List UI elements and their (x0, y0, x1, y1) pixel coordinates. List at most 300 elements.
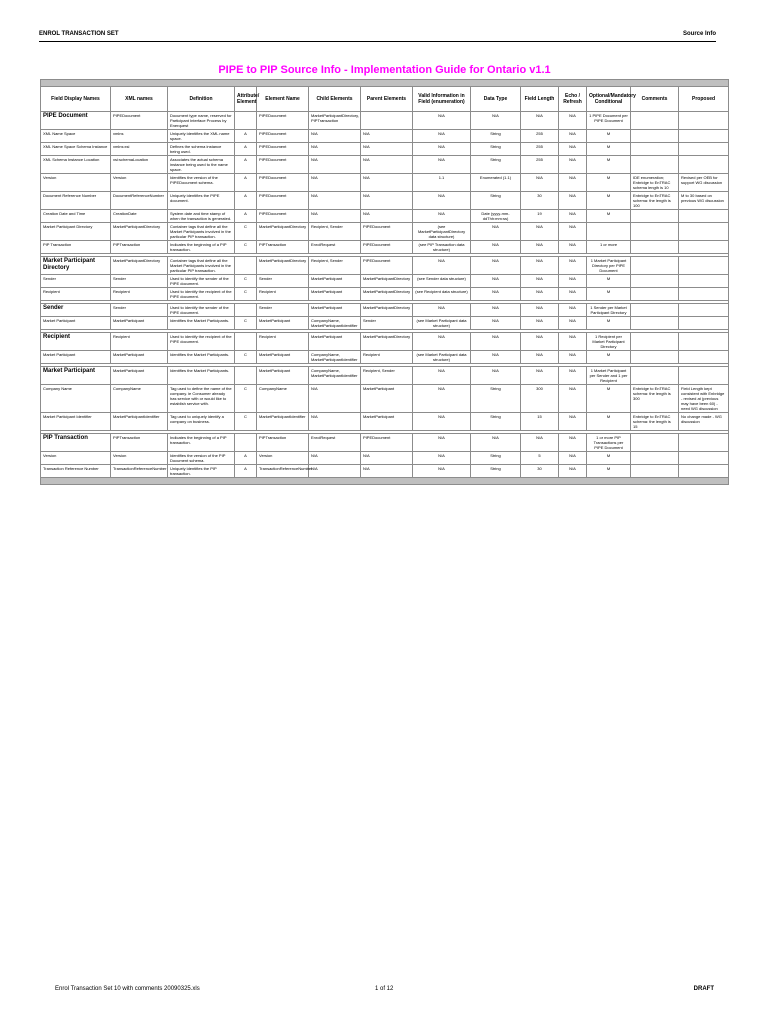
table-cell: N/A (521, 288, 559, 301)
table-cell: N/A (521, 434, 559, 452)
section-header-row (41, 112, 729, 130)
table-cell: A (235, 156, 257, 174)
table-cell: xmlns (111, 130, 168, 143)
table-cell: N/A (559, 210, 587, 223)
table-cell: 255 (521, 130, 559, 143)
column-header: Element Name (257, 87, 309, 112)
table-cell: Container tags that define all the Market Participants involved in the particular PIP transaction. (168, 257, 235, 275)
table-cell: PIPTransaction (111, 241, 168, 254)
table-cell: A (235, 452, 257, 465)
table-cell: N/A (471, 275, 521, 288)
table-cell: N/A (361, 465, 413, 478)
table-cell: N/A (559, 304, 587, 317)
table-cell: Sender (257, 275, 309, 288)
table-cell (679, 156, 729, 174)
table-cell: N/A (559, 275, 587, 288)
table-cell: Enbridge to EnTRAC schema: the length is 300 (631, 385, 679, 413)
table-cell (631, 288, 679, 301)
table-cell: Sender (41, 304, 111, 317)
table-cell: Document Reference Number (41, 192, 111, 210)
table-row (41, 317, 729, 330)
header-divider (39, 41, 716, 42)
table-cell: N/A (559, 333, 587, 351)
table-cell: N/A (471, 367, 521, 385)
table-head (41, 80, 729, 112)
table-cell (679, 333, 729, 351)
table-cell: (see MarketParticipantDirectory data structure) (413, 223, 471, 241)
table-cell (679, 288, 729, 301)
table-cell: M (587, 143, 631, 156)
table-cell: N/A (521, 112, 559, 130)
table-cell: 1.1 (413, 174, 471, 192)
table-cell: C (235, 351, 257, 364)
table-cell: (see Recipient data structure) (413, 288, 471, 301)
table-cell: Recipient, Sender (309, 257, 361, 275)
table-cell: PIP Transaction (41, 241, 111, 254)
table-cell: MarketParticipant (309, 333, 361, 351)
table-cell: Version (41, 174, 111, 192)
table-cell: C (235, 275, 257, 288)
table-cell: 1 PIPE Document per PIPE Document (587, 112, 631, 130)
table-cell: PIPE Document (41, 112, 111, 130)
table-cell: Market Participant (41, 367, 111, 385)
table-cell (631, 156, 679, 174)
table-cell: N/A (471, 257, 521, 275)
table-cell: Uniquely identifies the XML name space. (168, 130, 235, 143)
table-cell: Used to identify the sender of the PIPE document. (168, 275, 235, 288)
table-cell (679, 223, 729, 241)
column-header: Proposed (679, 87, 729, 112)
table-cell: MarketParticipantDirectory (111, 257, 168, 275)
table-cell (235, 333, 257, 351)
table-cell: Enbridge to EnTRAC schema: the length is 100 (631, 192, 679, 210)
table-cell: M (587, 317, 631, 330)
table-cell: N/A (471, 112, 521, 130)
table-cell: N/A (413, 465, 471, 478)
table-cell: N/A (559, 174, 587, 192)
table-cell: DocumentReferenceNumber (111, 192, 168, 210)
table-cell: Sender (257, 304, 309, 317)
table-cell: Company Name (41, 385, 111, 413)
table-cell: Sender (111, 275, 168, 288)
table-cell: N/A (559, 156, 587, 174)
table-cell: CompanyName, MarketParticipantIdentifier (309, 351, 361, 364)
column-header: Echo / Refresh (559, 87, 587, 112)
table-cell: EnrolRequest (309, 241, 361, 254)
table-cell: N/A (559, 223, 587, 241)
table-cell: A (235, 192, 257, 210)
table-row (41, 174, 729, 192)
table-row (41, 385, 729, 413)
table-cell: Revised per OEB for support WG discussion (679, 174, 729, 192)
table-cell (235, 367, 257, 385)
table-cell: N/A (309, 192, 361, 210)
table-cell: Date (yyyy-mm-ddThh:mm:ss) (471, 210, 521, 223)
footer-filename: Enrol Transaction Set 10 with comments 20090325.xls (55, 986, 200, 992)
table-cell: N/A (521, 351, 559, 364)
table-cell: Sender (41, 275, 111, 288)
table-cell: MarketParticipantDirectory (111, 223, 168, 241)
table-cell: MarketParticipant (111, 317, 168, 330)
table-cell (679, 465, 729, 478)
column-header: XML names (111, 87, 168, 112)
table-cell: Identifies the version of the PIPEDocument schema. (168, 174, 235, 192)
table-cell (631, 351, 679, 364)
table-cell (631, 112, 679, 130)
table-cell (631, 241, 679, 254)
table-cell: CompanyName, MarketParticipantIdentifier (309, 367, 361, 385)
table-cell: N/A (521, 174, 559, 192)
table-cell: Version (41, 452, 111, 465)
table-cell: C (235, 317, 257, 330)
table-cell: System date and time stamp of when the transaction is generated. (168, 210, 235, 223)
table-cell: Indicates the beginning of a PIP transaction. (168, 241, 235, 254)
table-cell: N/A (559, 143, 587, 156)
table-cell: Identifies the Market Participants. (168, 351, 235, 364)
table-cell: N/A (559, 257, 587, 275)
column-header: Attribute/ Element (235, 87, 257, 112)
table-cell: N/A (413, 333, 471, 351)
table-cell: 1 Market Participant Directory per PIPE Document (587, 257, 631, 275)
table-cell: N/A (471, 304, 521, 317)
table-cell: N/A (559, 241, 587, 254)
column-header: Field Display Names (41, 87, 111, 112)
table-cell: Market Participant Directory (41, 257, 111, 275)
table-cell: Sender (111, 304, 168, 317)
table-cell (631, 367, 679, 385)
table-cell: MarketParticipant (309, 288, 361, 301)
column-header: Data Type (471, 87, 521, 112)
table-cell: Recipient, Sender (309, 223, 361, 241)
table-cell: Version (111, 174, 168, 192)
table-cell: No change made - WG discussion (679, 413, 729, 431)
table-cell: N/A (471, 288, 521, 301)
spec-table (40, 79, 729, 485)
table-top-bar-cell (41, 80, 729, 87)
table-cell: M (587, 452, 631, 465)
table-cell: Recipient (111, 288, 168, 301)
header-right: Source Info (682, 31, 716, 37)
table-cell: N/A (309, 143, 361, 156)
table-cell: A (235, 174, 257, 192)
table-cell: Tag used to define the name of the company. ie Consumer already has service with or would like to establish service with. (168, 385, 235, 413)
table-cell: N/A (309, 465, 361, 478)
table-cell: Recipient (41, 288, 111, 301)
table-cell: Version (111, 452, 168, 465)
table-cell (679, 130, 729, 143)
table-cell: XML Name Space (41, 130, 111, 143)
table-cell: 15 (521, 413, 559, 431)
table-cell: N/A (559, 288, 587, 301)
table-cell: N/A (413, 413, 471, 431)
table-cell: 30 (521, 465, 559, 478)
table-cell: Market Participant (41, 351, 111, 364)
table-cell: 1 or more (587, 241, 631, 254)
table-row (41, 143, 729, 156)
table-cell: PIPEDocument (257, 210, 309, 223)
table-cell: PIPTransaction (257, 434, 309, 452)
table-cell: MarketParticipantDirectory (361, 275, 413, 288)
table-cell: N/A (413, 385, 471, 413)
table-cell (235, 304, 257, 317)
table-cell: Identifies the Market Participants. (168, 317, 235, 330)
table-cell: CompanyName, MarketParticipantIdentifier (309, 317, 361, 330)
table-cell: MarketParticipant (361, 413, 413, 431)
table-cell: xmlns:xsi (111, 143, 168, 156)
table-cell: N/A (413, 112, 471, 130)
table-cell: PIPEDocument (361, 223, 413, 241)
table-cell: M (587, 192, 631, 210)
table-cell: N/A (309, 413, 361, 431)
table-cell: MarketParticipant (257, 317, 309, 330)
table-cell: C (235, 241, 257, 254)
table-cell: Enumerated (1.1) (471, 174, 521, 192)
table-cell: N/A (521, 275, 559, 288)
table-row (41, 210, 729, 223)
table-cell: N/A (309, 156, 361, 174)
table-cell: A (235, 143, 257, 156)
table-cell: Indicates the beginning of a PIP transaction. (168, 434, 235, 452)
table-cell: N/A (361, 192, 413, 210)
table-cell (235, 112, 257, 130)
table-cell: N/A (309, 452, 361, 465)
table-cell: A (235, 210, 257, 223)
section-header-row (41, 257, 729, 275)
table-cell: Transaction Reference Number (41, 465, 111, 478)
table-cell: M (587, 413, 631, 431)
table-cell: String (471, 452, 521, 465)
table-cell: Identifies the version of the PIP Document schema. (168, 452, 235, 465)
table-cell: N/A (413, 367, 471, 385)
table-cell: (see Market Participant data structure) (413, 351, 471, 364)
table-cell: PIPTransaction (111, 434, 168, 452)
table-cell (679, 317, 729, 330)
table-cell: MarketParticipantDirectory, PIPTransaction (309, 112, 361, 130)
table-cell (679, 257, 729, 275)
section-header-row (41, 367, 729, 385)
table-cell: Used to identify the recipient of the PIPE document. (168, 333, 235, 351)
table-cell: N/A (521, 257, 559, 275)
table-cell: MarketParticipant (111, 351, 168, 364)
column-header: Parent Elements (361, 87, 413, 112)
table-cell: N/A (309, 174, 361, 192)
table-cell: Identifies the Market Participants. (168, 367, 235, 385)
table-cell: 255 (521, 156, 559, 174)
table-cell: PIPEDocument (111, 112, 168, 130)
header-left: ENROL TRANSACTION SET (39, 31, 119, 37)
table-cell (631, 223, 679, 241)
table-cell (631, 317, 679, 330)
table-cell: TransactionReferenceNumber (257, 465, 309, 478)
section-header-row (41, 434, 729, 452)
table-cell: Container tags that define all the Market Participants involved in the particular PIP transaction. (168, 223, 235, 241)
table-cell: PIPTransaction (257, 241, 309, 254)
table-cell (679, 434, 729, 452)
table-cell: MarketParticipantDirectory (361, 333, 413, 351)
table-cell: Field Length kept consistent with Enbridge - revised at (previous may have been 60) - need WG discussion (679, 385, 729, 413)
table-cell: 1 Sender per Market Participant Directory (587, 304, 631, 317)
table-row (41, 465, 729, 478)
table-cell: N/A (413, 192, 471, 210)
table-cell (631, 257, 679, 275)
column-header: Valid Information in Field (enumeration) (413, 87, 471, 112)
table-cell: Recipient (41, 333, 111, 351)
table-cell: PIPEDocument (257, 156, 309, 174)
table-cell: Creation Date and Time (41, 210, 111, 223)
table-cell: PIP Transaction (41, 434, 111, 452)
table-cell: Sender (361, 317, 413, 330)
table-cell: N/A (559, 465, 587, 478)
table-cell (679, 112, 729, 130)
table-cell: M (587, 275, 631, 288)
table-cell (235, 434, 257, 452)
table-cell: N/A (471, 333, 521, 351)
table-cell: PIPEDocument (361, 241, 413, 254)
table-cell: MarketParticipant (309, 304, 361, 317)
table-row (41, 413, 729, 431)
table-cell: N/A (361, 174, 413, 192)
table-cell: Version (257, 452, 309, 465)
table-cell: TransactionReferenceNumber (111, 465, 168, 478)
table-cell: MarketParticipantIdentifier (257, 413, 309, 431)
table-cell: N/A (559, 351, 587, 364)
table-cell (631, 434, 679, 452)
table-cell: N/A (361, 452, 413, 465)
table-cell: Defines the schema instance being used. (168, 143, 235, 156)
column-header: Optional/Mandatory Conditional (587, 87, 631, 112)
section-header-row (41, 304, 729, 317)
table-cell: C (235, 223, 257, 241)
table-cell: N/A (559, 413, 587, 431)
table-cell: N/A (559, 192, 587, 210)
table-cell (679, 143, 729, 156)
table-cell: XML Name Space Schema Instance (41, 143, 111, 156)
table-cell: 1 Recipient per Market Participant Directory (587, 333, 631, 351)
section-header-row (41, 333, 729, 351)
table-cell: N/A (559, 112, 587, 130)
table-cell: M (587, 174, 631, 192)
table-cell: N/A (413, 304, 471, 317)
table-cell (235, 257, 257, 275)
column-header: Definition (168, 87, 235, 112)
table-cell (631, 452, 679, 465)
table-cell: PIPEDocument (257, 174, 309, 192)
table-cell: MarketParticipant (257, 367, 309, 385)
table-cell: String (471, 413, 521, 431)
table-cell: xsi:schemaLocation (111, 156, 168, 174)
table-cell: N/A (361, 210, 413, 223)
table-cell: A (235, 130, 257, 143)
table-row (41, 156, 729, 174)
page-title: PIPE to PIP Source Info - Implementation Guide for Ontario v1.1 (218, 64, 551, 76)
table-cell: N/A (413, 130, 471, 143)
table-cell: Uniquely identifies the PIPE document. (168, 192, 235, 210)
table-cell: PIPEDocument (257, 143, 309, 156)
table-body (41, 112, 729, 485)
table-cell: 1 or more PIP Transactions per PIPE Document (587, 434, 631, 452)
table-cell (679, 367, 729, 385)
table-cell: Recipient, Sender (361, 367, 413, 385)
table-cell: Uniquely identifies the PIP transaction. (168, 465, 235, 478)
table-cell (631, 304, 679, 317)
table-cell: N/A (309, 385, 361, 413)
table-cell: M (587, 288, 631, 301)
table-cell: N/A (471, 434, 521, 452)
table-cell: 300 (521, 385, 559, 413)
table-cell (679, 275, 729, 288)
table-cell (679, 241, 729, 254)
table-cell: String (471, 385, 521, 413)
table-cell: M (587, 385, 631, 413)
table-cell: N/A (471, 351, 521, 364)
table-cell: PIPEDocument (257, 112, 309, 130)
table-cell: MarketParticipantDirectory (361, 288, 413, 301)
table-cell: (see Sender data structure) (413, 275, 471, 288)
table-cell: N/A (559, 434, 587, 452)
table-cell: 255 (521, 143, 559, 156)
table-cell (631, 143, 679, 156)
table-cell: Recipient (257, 333, 309, 351)
table-cell: N/A (413, 257, 471, 275)
table-cell: MarketParticipant (111, 367, 168, 385)
table-cell: N/A (361, 156, 413, 174)
table-row (41, 275, 729, 288)
table-cell: PIPEDocument (257, 130, 309, 143)
table-cell: 19 (521, 210, 559, 223)
table-cell: Used to identify the sender of the PIPE document. (168, 304, 235, 317)
table-cell: String (471, 143, 521, 156)
table-cell: PIPEDocument (257, 192, 309, 210)
table-cell: N/A (559, 385, 587, 413)
table-cell: N/A (471, 223, 521, 241)
table-cell (679, 210, 729, 223)
table-cell: N/A (521, 367, 559, 385)
table-row (41, 452, 729, 465)
table-cell: N/A (413, 156, 471, 174)
table-cell: Recipient (257, 288, 309, 301)
table-cell: N/A (361, 143, 413, 156)
table-top-bar (41, 80, 729, 87)
table-cell (631, 130, 679, 143)
footer-page-number: 1 of 12 (375, 986, 394, 992)
table-bottom-bar-cell (41, 478, 729, 485)
table-cell (587, 223, 631, 241)
table-cell: N/A (413, 452, 471, 465)
table-cell (631, 465, 679, 478)
table-bottom-bar (41, 478, 729, 485)
table-cell: N/A (309, 130, 361, 143)
spec-table-container (40, 79, 729, 485)
table-cell: Associates the actual schema instance being used to the name space. (168, 156, 235, 174)
table-cell: N/A (521, 317, 559, 330)
table-cell: Market Participant (41, 317, 111, 330)
table-cell: N/A (559, 367, 587, 385)
table-cell: N/A (521, 223, 559, 241)
table-cell: N/A (413, 210, 471, 223)
table-cell: Recipient (361, 351, 413, 364)
table-cell: Enbridge to EnTRAC schema: the length is 15 (631, 413, 679, 431)
table-cell: 1 Market Participant per Sender and 1 per Recipient (587, 367, 631, 385)
column-header: Comments (631, 87, 679, 112)
table-cell: M (587, 130, 631, 143)
table-cell: N/A (521, 241, 559, 254)
table-cell (631, 275, 679, 288)
table-cell: M (587, 351, 631, 364)
table-cell (679, 452, 729, 465)
table-cell: String (471, 465, 521, 478)
table-row (41, 130, 729, 143)
table-cell: CompanyName (111, 385, 168, 413)
